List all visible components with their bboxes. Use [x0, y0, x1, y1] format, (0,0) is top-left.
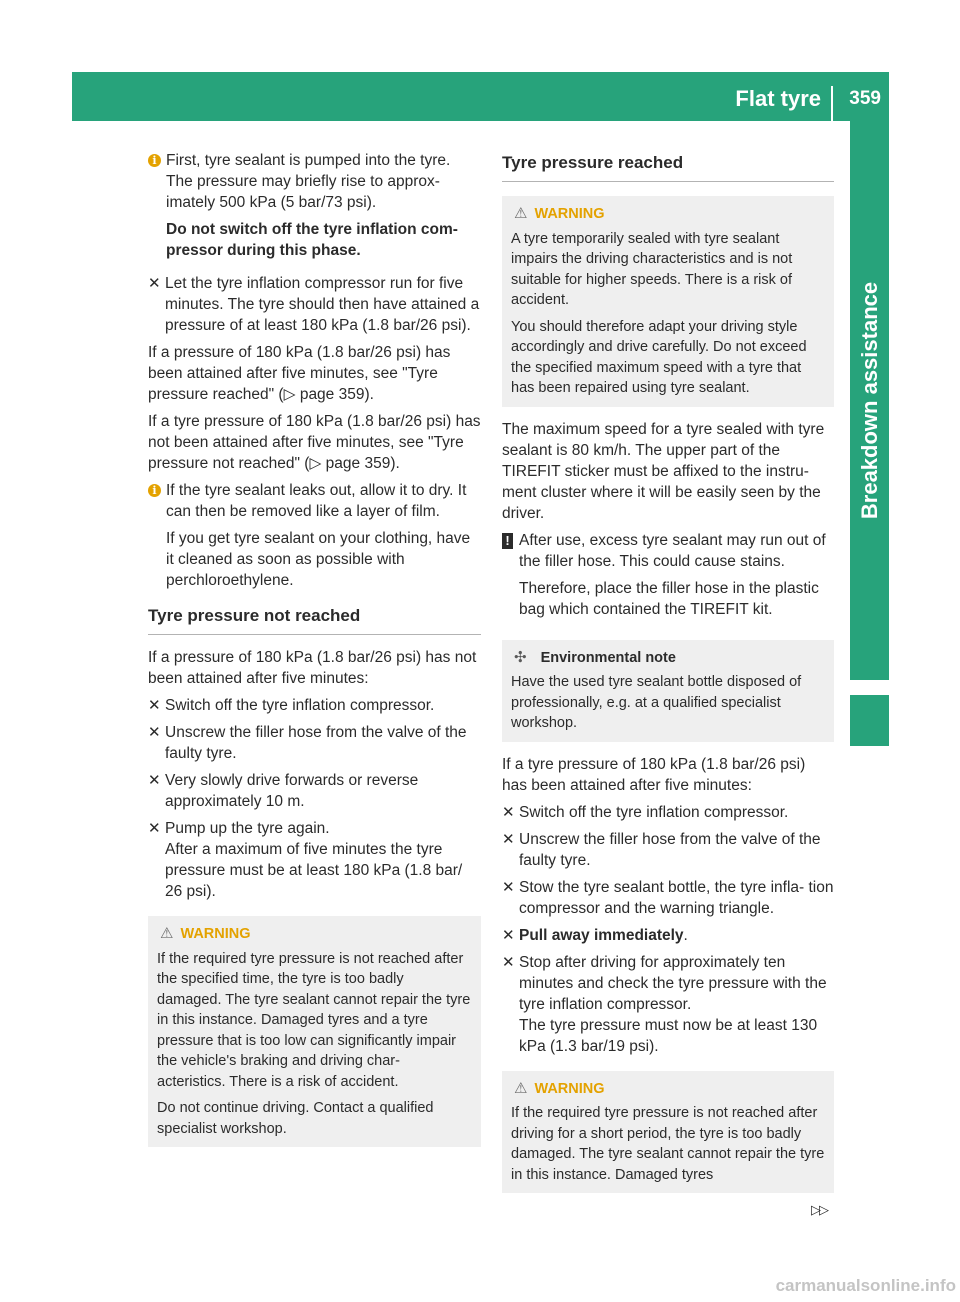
- step-text-bold: Pull away immediately: [519, 926, 684, 944]
- step-text: The tyre pressure must now be at least 130 kPa (1.3 bar/19 psi).: [519, 1016, 818, 1055]
- step-item: [502, 952, 834, 1057]
- note-text: After use, excess tyre sealant may run out of the filler hose. This could cause stains.: [519, 531, 826, 570]
- page-header: [72, 72, 889, 121]
- warning-title: WARNING: [534, 206, 605, 222]
- step-text: Unscrew the filler hose from the valve of the faulty tyre.: [165, 724, 467, 762]
- side-tab-marker: [850, 695, 889, 746]
- warning-box: [502, 196, 834, 407]
- body-paragraph: If a tyre pressure of 180 kPa (1.8 bar/26 psi) has been attained after five minutes:: [502, 755, 806, 794]
- info-text: If the tyre sealant leaks out, allow it to dry. It can then be removed like a layer of film.: [166, 482, 467, 520]
- step-item: [148, 695, 481, 716]
- info-text: If you get tyre sealant on your clothing, have it cleaned as soon as possible with perchloroethylene.: [166, 530, 471, 589]
- body-paragraph: If a tyre pressure of 180 kPa (1.8 bar/26 psi) has not been attained after five minutes, see "Tyre pressure not reached" (▷ page 359).: [148, 413, 481, 472]
- step-item: [502, 829, 834, 871]
- header-title: Flat tyre: [735, 86, 821, 111]
- warning-title: WARNING: [534, 1080, 605, 1097]
- step-item: [148, 722, 481, 764]
- step-item: [502, 877, 834, 919]
- info-text-bold: Do not switch off the tyre inflation com- pressor during this phase.: [166, 221, 458, 259]
- step-item: [148, 273, 481, 336]
- warning-text: Do not continue driving. Contact a qualified specialist workshop.: [157, 1100, 434, 1137]
- step-arrow-icon: ✕: [502, 953, 515, 971]
- step-item: [502, 802, 834, 823]
- continue-arrows-icon: ▷▷: [811, 1202, 827, 1217]
- left-column: [148, 150, 481, 1159]
- body-paragraph: The maximum speed for a tyre sealed with tyre sealant is 80 km/h. The upper part of the TIREFIT sticker must be affixed to the instru- ment cluster where it will be easily seen by the driver.: [502, 420, 825, 522]
- warning-text: You should therefore adapt your driving style accordingly and drive carefully. Do not exceed the specified maximum speed with a tyre that has been repaired using tyre sealant.: [511, 318, 807, 396]
- step-text: Stop after driving for approximately ten minutes and check the tyre pressure with the tyre inflation compressor.: [519, 953, 827, 1013]
- step-text: Switch off the tyre inflation compressor.: [165, 697, 435, 714]
- step-arrow-icon: ✕: [502, 926, 515, 944]
- step-arrow-icon: ✕: [148, 820, 161, 837]
- exclamation-icon: !: [502, 533, 513, 549]
- lightbulb-icon: ✣: [514, 648, 527, 666]
- section-heading: Tyre pressure reached: [502, 152, 834, 182]
- step-item: [148, 770, 481, 812]
- info-note: [148, 480, 481, 597]
- section-side-tab: [850, 120, 889, 680]
- section-tab-label: Breakdown assistance: [857, 281, 883, 519]
- step-arrow-icon: ✕: [148, 697, 161, 714]
- section-heading: Tyre pressure not reached: [148, 605, 481, 635]
- step-text: Unscrew the filler hose from the valve of the faulty tyre.: [519, 830, 821, 869]
- right-column: [502, 150, 834, 1205]
- step-arrow-icon: ✕: [502, 830, 515, 848]
- warning-text: A tyre temporarily sealed with tyre sealant impairs the driving characteristics and is not suitable for higher speeds. There is a risk of accident.: [511, 230, 793, 308]
- step-text: Switch off the tyre inflation compressor.: [519, 803, 789, 821]
- note-text: Therefore, place the filler hose in the plastic bag which contained the TIREFIT kit.: [519, 579, 819, 618]
- step-arrow-icon: ✕: [148, 275, 161, 292]
- step-item: [502, 925, 834, 946]
- warning-box: [148, 916, 481, 1147]
- info-icon: i: [148, 154, 161, 167]
- step-text-suffix: .: [683, 926, 688, 944]
- warning-box: [502, 1071, 834, 1194]
- caution-note: [502, 530, 834, 626]
- step-text: Very slowly drive forwards or reverse approximately 10 m.: [165, 772, 419, 810]
- warning-triangle-icon: ⚠: [514, 1079, 528, 1097]
- info-text: First, tyre sealant is pumped into the tyre. The pressure may briefly rise to approx- imately 500 kPa (5 bar/73 psi).: [166, 152, 451, 211]
- environment-text: Have the used tyre sealant bottle disposed of professionally, e.g. at a qualified specialist workshop.: [511, 674, 802, 731]
- environment-box: [502, 640, 834, 742]
- step-text: After a maximum of five minutes the tyre pressure must be at least 180 kPa (1.8 bar/ 26 psi).: [165, 841, 463, 900]
- warning-title: WARNING: [180, 926, 251, 942]
- info-note: [148, 150, 481, 267]
- environment-title: Environmental note: [540, 649, 676, 666]
- watermark: carmanualsonline.info: [775, 1276, 956, 1295]
- step-arrow-icon: ✕: [148, 724, 161, 741]
- body-paragraph: If a pressure of 180 kPa (1.8 bar/26 psi) has not been attained after five minutes:: [148, 649, 477, 687]
- warning-triangle-icon: ⚠: [160, 925, 174, 942]
- step-arrow-icon: ✕: [148, 772, 161, 789]
- page-number: 359: [849, 88, 881, 109]
- warning-text: If the required tyre pressure is not reached after driving for a short period, the tyre is too badly damaged. The tyre sealant cannot repair the tyre in this instance. Damaged tyres: [511, 1105, 825, 1183]
- body-paragraph: If a pressure of 180 kPa (1.8 bar/26 psi) has been attained after five minutes, see "Tyre pressure reached" (▷ page 359).: [148, 344, 451, 403]
- step-arrow-icon: ✕: [502, 878, 515, 896]
- step-text: Stow the tyre sealant bottle, the tyre infla- tion compressor and the warning triangle.: [519, 878, 834, 917]
- warning-triangle-icon: ⚠: [514, 205, 528, 222]
- step-arrow-icon: ✕: [502, 803, 515, 821]
- info-icon: i: [148, 484, 161, 497]
- step-text: Pump up the tyre again.: [165, 820, 330, 837]
- header-divider: [831, 86, 833, 121]
- step-item: [148, 818, 481, 902]
- warning-text: If the required tyre pressure is not reached after the specified time, the tyre is too badly damaged. The tyre sealant cannot repair the tyre in this instance. Damaged tyres and a tyre pressure that is too low can significantly impair the vehicle's braking and driving char- acteristics. There is a risk of accident.: [157, 950, 471, 1090]
- step-text: Let the tyre inflation compressor run for five minutes. The tyre should then have attained a pressure of at least 180 kPa (1.8 bar/26 psi).: [165, 275, 480, 334]
